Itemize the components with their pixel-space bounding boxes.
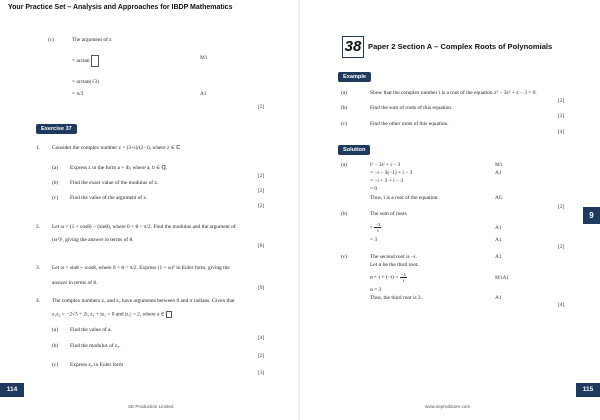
solution-b-line-3: = 3 xyxy=(370,237,378,243)
exercise-label: Exercise 37 xyxy=(36,124,77,134)
example-c-text: Find the other roots of this equation. xyxy=(370,121,449,127)
set-symbol-box xyxy=(166,311,172,318)
q1b-marks: [2] xyxy=(258,188,265,194)
q1c-marks: [2] xyxy=(258,203,265,209)
numerator: −3 xyxy=(400,272,406,277)
q2-text: Let ω = (1 + cosθ) − (sinθ), where 0 < θ < π/2. Find the modulus and the argument of xyxy=(52,224,236,230)
example-b-marks: [2] xyxy=(558,113,565,119)
solution-c-mark-3: M1A1 xyxy=(495,275,510,281)
q4a-label: (a) xyxy=(52,327,58,333)
part-label: (c) xyxy=(48,37,54,43)
solution-c-line-1: The second root is −i. xyxy=(370,254,417,260)
page-spine xyxy=(298,0,300,420)
argument-line-1 xyxy=(72,55,99,67)
solution-c-line-2: Let α be the third root. xyxy=(370,262,419,268)
q4a-text: Find the value of a. xyxy=(70,327,112,333)
q1b-text: Find the exact value of the modulus of z. xyxy=(70,180,159,186)
chapter-tab: 9 xyxy=(583,207,600,224)
q1-number: 1. xyxy=(36,145,41,151)
example-a-marks: [2] xyxy=(558,98,565,104)
solution-a-mark-5: AG xyxy=(495,195,503,201)
q1b-label: (b) xyxy=(52,180,59,186)
q1c-text: Find the value of the argument of z. xyxy=(70,195,148,201)
example-c-marks: [4] xyxy=(558,129,565,135)
publisher-website: www.seprodstore.com xyxy=(425,404,471,409)
solution-b-label: (b) xyxy=(341,211,348,217)
q3-text: Let ω = sinθ + icosθ, where 0 < θ < π/2. Express (1 + ω)² in Euler form, giving the xyxy=(52,265,230,271)
q4-given-text: z₁z₂ = −2√3 + 2i, z₁ + iz₂ = 0 and |z₁| = 2, where a ∈ xyxy=(52,311,165,318)
solution-c-line-3 xyxy=(370,272,407,283)
solution-a-label: (a) xyxy=(341,162,347,168)
q4b-marks: [2] xyxy=(258,353,265,359)
solution-b-line-2 xyxy=(370,222,381,233)
solution-c-marks: [4] xyxy=(558,302,565,308)
q4-number: 4. xyxy=(36,298,41,304)
q3-marks: [9] xyxy=(258,285,265,291)
solution-c-line-4: α = 3 xyxy=(370,287,382,293)
q2-marks: [8] xyxy=(258,243,265,249)
solution-c-mark-5: A1 xyxy=(495,295,502,301)
denominator: 1 xyxy=(376,228,379,233)
solution-c-mark-1: A1 xyxy=(495,254,502,260)
solution-a-line-2: = −i − 3(−1) + i − 3 xyxy=(370,170,413,176)
solution-a-line-3: = −i + 3 + i − 3 xyxy=(370,178,404,184)
example-label: Example xyxy=(338,72,371,82)
example-b-text: Find the sum of roots of this equation. xyxy=(370,105,453,111)
q4-text-2 xyxy=(52,311,172,318)
q1-text: Consider the complex number z = (3+i)/(2−i), where z ∈ ℂ. xyxy=(52,145,182,151)
example-a-text: Show that the complex number i is a root of the equation z³ − 3z² + z − 3 = 0. xyxy=(370,90,537,96)
q4b-label: (b) xyxy=(52,343,59,349)
solution-b-line-1: The sum of roots xyxy=(370,211,407,217)
fraction-box xyxy=(91,55,99,67)
q3-number: 3. xyxy=(36,265,41,271)
q1a-marks: [2] xyxy=(258,173,265,179)
example-a-label: (a) xyxy=(341,90,347,96)
q4c-label: (c) xyxy=(52,362,58,368)
fraction xyxy=(374,222,381,233)
argument-line-3: = π/3 xyxy=(72,91,84,97)
q2-text-2: (ω²)², giving the answer in terms of θ. xyxy=(52,237,134,243)
solution-a-line-4: = 0 xyxy=(370,186,378,192)
equation-lhs: α + i + (−i) = xyxy=(370,274,399,281)
solution-b-mark-3: A1 xyxy=(495,237,502,243)
publisher-name: SE Production Limited xyxy=(128,404,174,409)
q4a-marks: [4] xyxy=(258,335,265,341)
solution-a-marks: [2] xyxy=(558,204,565,210)
argument-intro: The argument of z xyxy=(72,37,112,43)
numerator: −3 xyxy=(375,222,381,227)
chapter-title: Paper 2 Section A – Complex Roots of Polynomials xyxy=(368,42,553,51)
right-page-number: 115 xyxy=(576,383,600,397)
example-c-label: (c) xyxy=(341,121,347,127)
left-page-number: 114 xyxy=(0,383,24,397)
example-b-label: (b) xyxy=(341,105,348,111)
solution-label: Solution xyxy=(338,145,370,155)
q4c-text: Express z₂ in Euler form xyxy=(70,362,124,368)
book-title: Your Practice Set – Analysis and Approaches for IBDP Mathematics xyxy=(8,4,233,11)
solution-b-mark-2: A1 xyxy=(495,225,502,231)
solution-b-marks: [2] xyxy=(558,244,565,250)
mark-a1: A1 xyxy=(200,91,207,97)
marks-total: [2] xyxy=(258,104,265,110)
chapter-number: 38 xyxy=(342,36,364,58)
solution-c-line-5: Thus, the third root is 3. xyxy=(370,295,422,301)
mark-m1: M1 xyxy=(200,55,208,61)
q3-text-2: answer in terms of θ. xyxy=(52,280,98,286)
solution-a-line-5: Thus, i is a root of the equation. xyxy=(370,195,439,201)
argument-line-2: = arctan(√3) xyxy=(72,79,99,85)
q2-number: 2. xyxy=(36,224,41,230)
q1c-label: (c) xyxy=(52,195,58,201)
q4b-text: Find the modulus of z₂. xyxy=(70,343,121,349)
solution-a-mark-2: A1 xyxy=(495,170,502,176)
arctan-text: = arctan xyxy=(72,58,90,65)
fraction xyxy=(400,272,407,283)
q1a-text: Express z in the form a + ib, where a, b ∈ ℚ. xyxy=(70,165,168,171)
solution-c-label: (c) xyxy=(341,254,347,260)
q1a-label: (a) xyxy=(52,165,58,171)
q4c-marks: [3] xyxy=(258,370,265,376)
solution-a-line-1: i³ − 3i² + i − 3 xyxy=(370,162,401,168)
q4-text: The complex numbers z₁ and z₂ have arguments between 0 and π radians. Given that xyxy=(52,298,235,304)
solution-a-mark-1: M1 xyxy=(495,162,503,168)
equals-sign: = xyxy=(370,224,374,231)
denominator: 1 xyxy=(401,278,405,283)
